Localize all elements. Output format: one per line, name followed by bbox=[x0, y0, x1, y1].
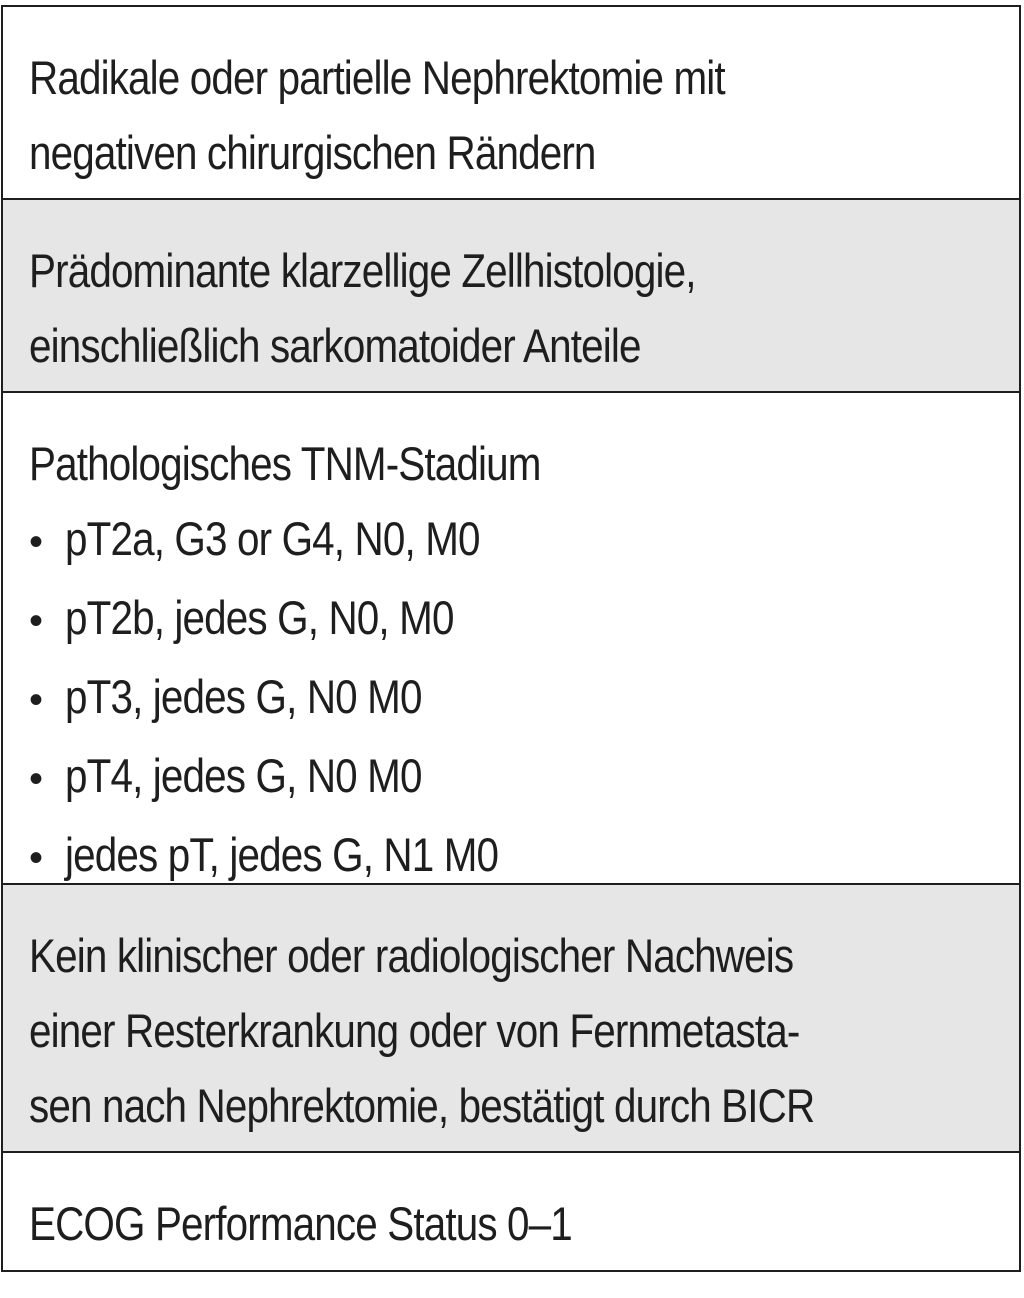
criteria-table bbox=[1, 5, 1021, 1272]
row-text-line: einer Resterkrankung oder von Fernmetasta- bbox=[29, 1004, 800, 1057]
list-item: • pT2b, jedes G, N0, M0 bbox=[29, 580, 1005, 659]
criteria-row-ecog bbox=[3, 1153, 1019, 1270]
row-text-line: einschließlich sarkomatoider Anteile bbox=[29, 319, 641, 372]
tnm-stage-list bbox=[29, 501, 1005, 896]
row-text-line: Kein klinischer oder radiologischer Nachweis bbox=[29, 929, 794, 982]
list-item: • jedes pT, jedes G, N1 M0 bbox=[29, 817, 1005, 896]
row-text-line: Prädominante klarzellige Zellhistologie, bbox=[29, 244, 696, 297]
bullet-icon: • bbox=[29, 836, 43, 880]
criteria-row-histology bbox=[3, 200, 1019, 393]
tnm-heading: Pathologisches TNM-Stadium bbox=[29, 437, 541, 490]
list-item: • pT3, jedes G, N0 M0 bbox=[29, 659, 1005, 738]
criteria-row-tnm-stage bbox=[3, 393, 1019, 885]
list-item: • pT2a, G3 or G4, N0, M0 bbox=[29, 501, 1005, 580]
criteria-row-nephrectomy bbox=[3, 7, 1019, 200]
row-text-line: negativen chirurgischen Rändern bbox=[29, 126, 596, 179]
row-text-line: sen nach Nephrektomie, bestätigt durch BICR bbox=[29, 1079, 815, 1132]
bullet-icon: • bbox=[29, 520, 43, 564]
list-item: • pT4, jedes G, N0 M0 bbox=[29, 738, 1005, 817]
row-text-line: Radikale oder partielle Nephrektomie mit bbox=[29, 51, 725, 104]
bullet-icon: • bbox=[29, 678, 43, 722]
bullet-icon: • bbox=[29, 757, 43, 801]
criteria-row-no-residual-disease bbox=[3, 885, 1019, 1153]
row-text-line: ECOG Performance Status 0–1 bbox=[29, 1197, 572, 1250]
bullet-icon: • bbox=[29, 599, 43, 643]
